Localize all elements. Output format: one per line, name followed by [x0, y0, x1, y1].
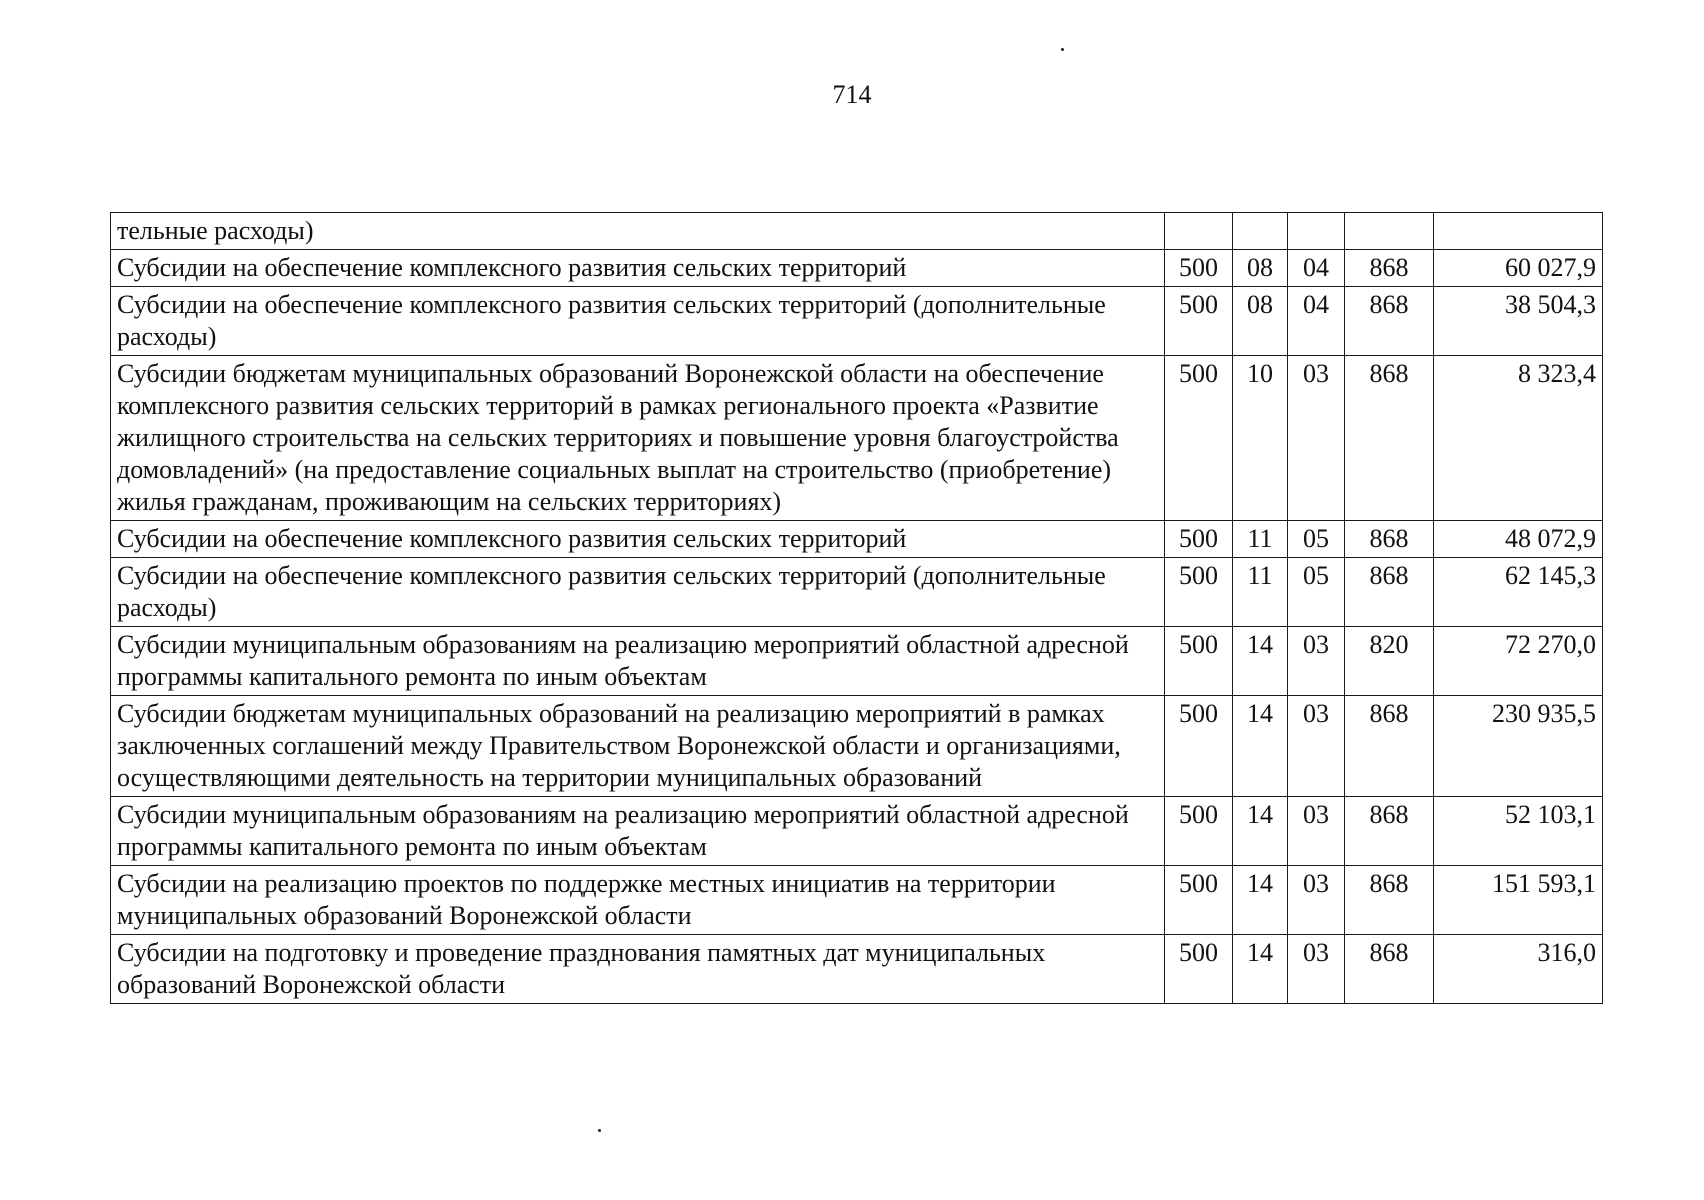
- code-cell: 10: [1233, 356, 1288, 521]
- description-cell: Субсидии бюджетам муниципальных образований Воронежской области на обеспечение комплексного развития сельских территорий в рамках регионального проекта «Развитие жилищного строительства на сельских территориях и повышение уровня благоустройства домовладений» (на предоставление социальных выплат на строительство (приобретение) жилья гражданам, проживающим на сельских территориях): [111, 356, 1165, 521]
- amount-cell: 316,0: [1434, 935, 1603, 1004]
- code-cell: 03: [1288, 356, 1345, 521]
- code-cell: 500: [1165, 797, 1233, 866]
- code-cell: 05: [1288, 521, 1345, 558]
- code-cell: 500: [1165, 627, 1233, 696]
- table-row: [111, 250, 1603, 287]
- code-cell: 868: [1345, 521, 1434, 558]
- code-cell: [1345, 213, 1434, 250]
- code-cell: [1288, 213, 1345, 250]
- code-cell: 820: [1345, 627, 1434, 696]
- description-cell: Субсидии на подготовку и проведение празднования памятных дат муниципальных образований Воронежской области: [111, 935, 1165, 1004]
- code-cell: 500: [1165, 250, 1233, 287]
- code-cell: 500: [1165, 696, 1233, 797]
- scan-speck: [598, 1129, 601, 1132]
- code-cell: 500: [1165, 356, 1233, 521]
- code-cell: 11: [1233, 521, 1288, 558]
- code-cell: 14: [1233, 935, 1288, 1004]
- table-row: [111, 627, 1603, 696]
- amount-cell: 8 323,4: [1434, 356, 1603, 521]
- description-cell: Субсидии муниципальным образованиям на реализацию мероприятий областной адресной программы капитального ремонта по иным объектам: [111, 627, 1165, 696]
- table-row: [111, 935, 1603, 1004]
- amount-cell: 60 027,9: [1434, 250, 1603, 287]
- code-cell: 08: [1233, 287, 1288, 356]
- code-cell: 14: [1233, 866, 1288, 935]
- code-cell: 03: [1288, 627, 1345, 696]
- code-cell: [1233, 213, 1288, 250]
- code-cell: 04: [1288, 250, 1345, 287]
- code-cell: 868: [1345, 696, 1434, 797]
- amount-cell: 72 270,0: [1434, 627, 1603, 696]
- description-cell: Субсидии на реализацию проектов по поддержке местных инициатив на территории муниципальных образований Воронежской области: [111, 866, 1165, 935]
- description-cell: Субсидии на обеспечение комплексного развития сельских территорий (дополнительные расходы): [111, 287, 1165, 356]
- table-row: [111, 696, 1603, 797]
- description-cell: Субсидии муниципальным образованиям на реализацию мероприятий областной адресной программы капитального ремонта по иным объектам: [111, 797, 1165, 866]
- scan-speck: [1061, 48, 1064, 51]
- amount-cell: 230 935,5: [1434, 696, 1603, 797]
- code-cell: 500: [1165, 287, 1233, 356]
- code-cell: 14: [1233, 627, 1288, 696]
- description-cell: Субсидии на обеспечение комплексного развития сельских территорий (дополнительные расходы): [111, 558, 1165, 627]
- amount-cell: 48 072,9: [1434, 521, 1603, 558]
- amount-cell: 151 593,1: [1434, 866, 1603, 935]
- code-cell: [1165, 213, 1233, 250]
- code-cell: 868: [1345, 356, 1434, 521]
- code-cell: 11: [1233, 558, 1288, 627]
- table-row: [111, 866, 1603, 935]
- code-cell: 03: [1288, 866, 1345, 935]
- code-cell: 868: [1345, 797, 1434, 866]
- code-cell: 868: [1345, 866, 1434, 935]
- code-cell: 03: [1288, 935, 1345, 1004]
- amount-cell: 38 504,3: [1434, 287, 1603, 356]
- page-number: 714: [832, 80, 872, 109]
- table-row: [111, 558, 1603, 627]
- table-row: [111, 287, 1603, 356]
- code-cell: 08: [1233, 250, 1288, 287]
- code-cell: 04: [1288, 287, 1345, 356]
- amount-cell: 52 103,1: [1434, 797, 1603, 866]
- code-cell: 868: [1345, 287, 1434, 356]
- amount-cell: [1434, 213, 1603, 250]
- code-cell: 14: [1233, 696, 1288, 797]
- code-cell: 868: [1345, 558, 1434, 627]
- description-cell: Субсидии бюджетам муниципальных образований на реализацию мероприятий в рамках заключенных соглашений между Правительством Воронежской области и организациями, осуществляющими деятельность на территории муниципальных образований: [111, 696, 1165, 797]
- code-cell: 500: [1165, 866, 1233, 935]
- table-body: [111, 213, 1603, 1004]
- table-row: [111, 213, 1603, 250]
- code-cell: 03: [1288, 797, 1345, 866]
- table-row: [111, 797, 1603, 866]
- description-cell: тельные расходы): [111, 213, 1165, 250]
- code-cell: 05: [1288, 558, 1345, 627]
- budget-table: [110, 212, 1603, 1004]
- code-cell: 14: [1233, 797, 1288, 866]
- description-cell: Субсидии на обеспечение комплексного развития сельских территорий: [111, 521, 1165, 558]
- code-cell: 868: [1345, 935, 1434, 1004]
- code-cell: 868: [1345, 250, 1434, 287]
- amount-cell: 62 145,3: [1434, 558, 1603, 627]
- code-cell: 500: [1165, 558, 1233, 627]
- description-cell: Субсидии на обеспечение комплексного развития сельских территорий: [111, 250, 1165, 287]
- code-cell: 03: [1288, 696, 1345, 797]
- table-row: [111, 521, 1603, 558]
- table-row: [111, 356, 1603, 521]
- code-cell: 500: [1165, 521, 1233, 558]
- code-cell: 500: [1165, 935, 1233, 1004]
